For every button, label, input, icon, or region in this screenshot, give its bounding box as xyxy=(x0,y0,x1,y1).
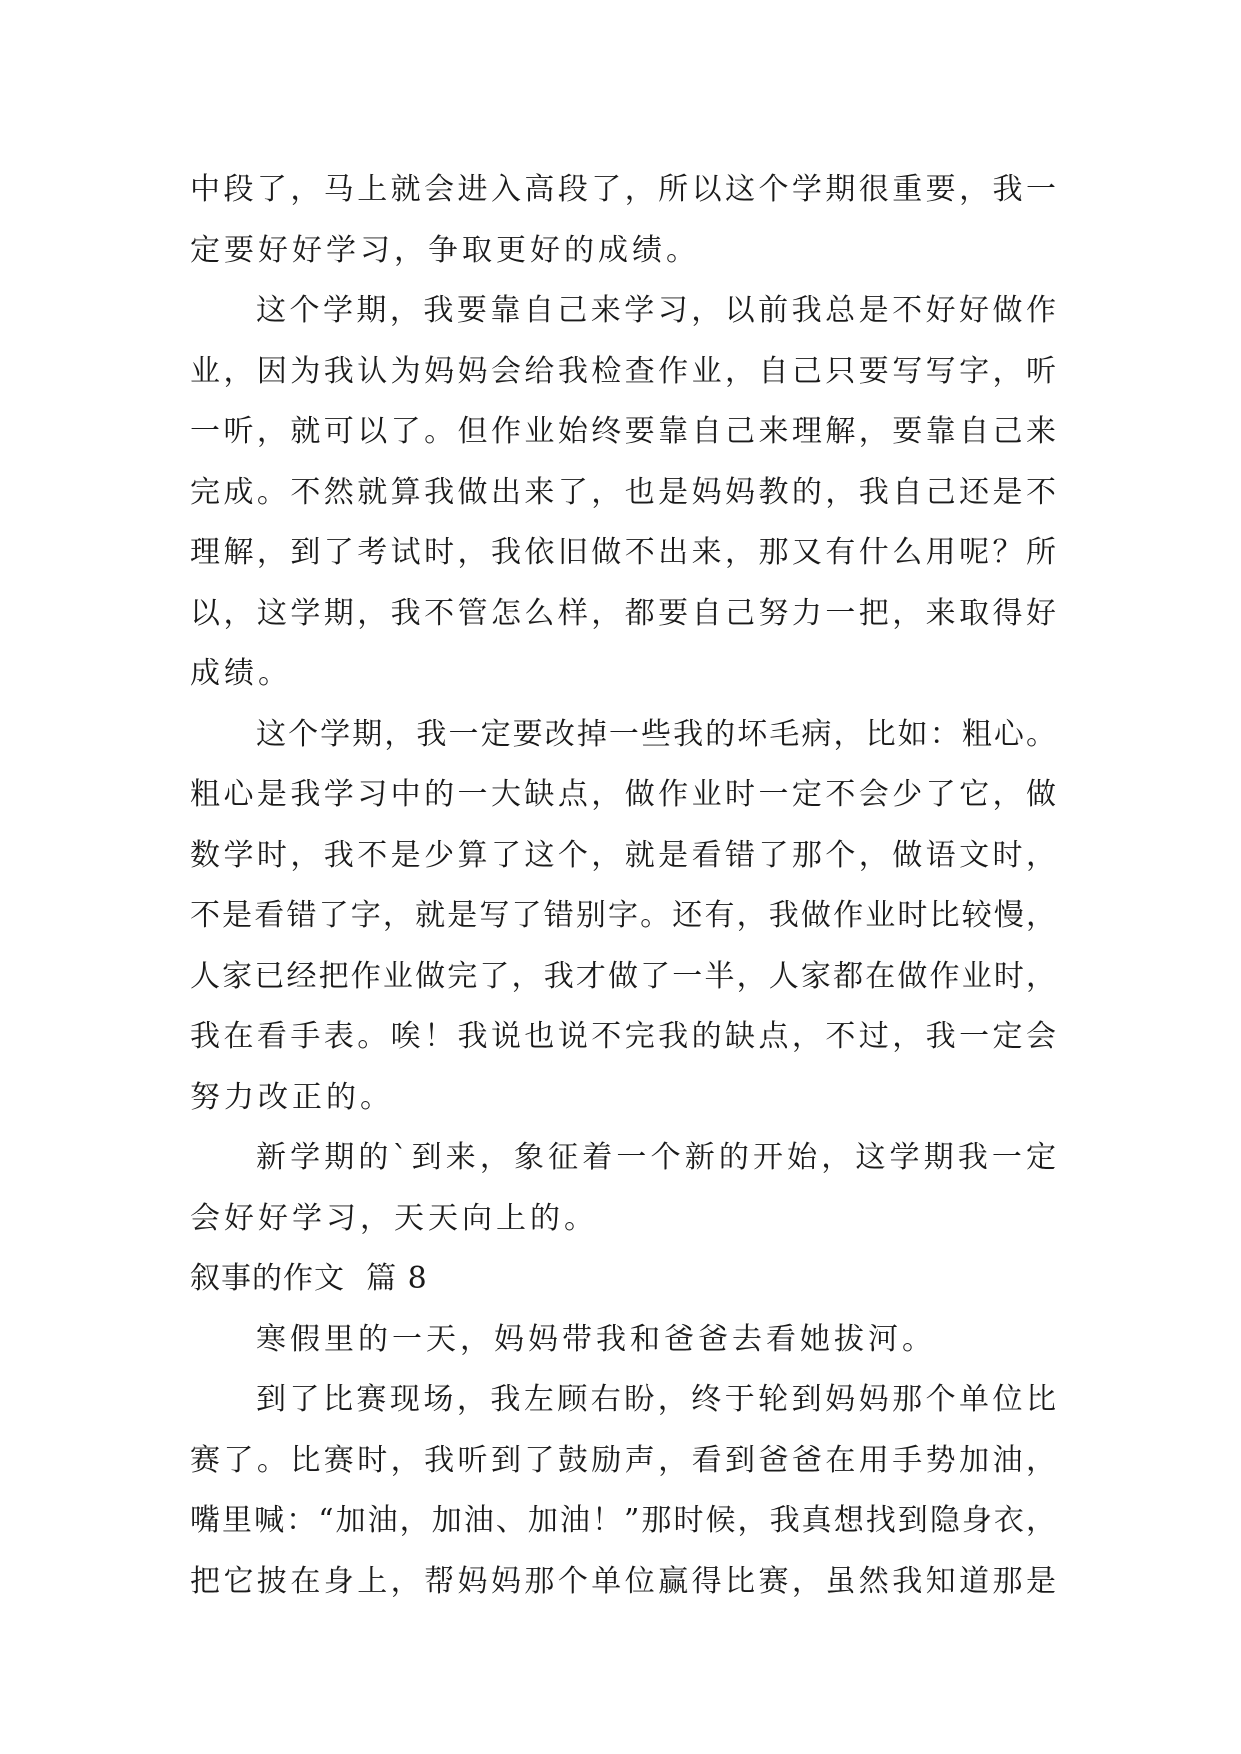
paragraph xyxy=(190,1310,1056,1371)
text-line: 成绩。 xyxy=(190,656,292,691)
text-line: 人家已经把作业做完了，我才做了一半，人家都在做作业时， xyxy=(190,958,1056,994)
document-page xyxy=(190,160,1056,1612)
heading-line: 叙事的作文 篇 8 xyxy=(190,1261,428,1296)
text-line: 不是看错了字，就是写了错别字。还有，我做作业时比较慢， xyxy=(190,898,1056,933)
paragraph xyxy=(190,705,1056,1129)
paragraph xyxy=(190,281,1056,705)
text-line: 这个学期，我一定要改掉一些我的坏毛病，比如：粗心。 xyxy=(256,716,1056,752)
paragraph xyxy=(190,160,1056,281)
text-line: 完成。不然就算我做出来了，也是妈妈教的，我自己还是不 xyxy=(190,474,1056,510)
text-line: 以，这学期，我不管怎么样，都要自己努力一把，来取得好 xyxy=(190,595,1056,631)
text-line: 嘴里喊：“加油，加油、加油！”那时候，我真想找到隐身衣， xyxy=(190,1503,1056,1538)
text-line: 赛了。比赛时，我听到了鼓励声，看到爸爸在用手势加油， xyxy=(190,1442,1056,1478)
text-line: 把它披在身上，帮妈妈那个单位赢得比赛，虽然我知道那是 xyxy=(190,1563,1056,1599)
paragraph xyxy=(190,1128,1056,1249)
text-line: 数学时，我不是少算了这个，就是看错了那个，做语文时， xyxy=(190,837,1056,873)
text-line: 中段了，马上就会进入高段了，所以这个学期很重要，我一 xyxy=(190,172,1056,207)
section-heading xyxy=(190,1249,1056,1310)
text-line: 定要好好学习，争取更好的成绩。 xyxy=(190,232,700,268)
text-line: 新学期的`到来，象征着一个新的开始，这学期我一定 xyxy=(256,1140,1056,1175)
text-line: 理解，到了考试时，我依旧做不出来，那又有什么用呢？所 xyxy=(190,535,1056,570)
text-line: 业，因为我认为妈妈会给我检查作业，自己只要写写字，听 xyxy=(190,353,1056,389)
text-line: 我在看手表。唉！我说也说不完我的缺点，不过，我一定会 xyxy=(190,1019,1056,1054)
paragraph xyxy=(190,1370,1056,1612)
text-line: 一听，就可以了。但作业始终要靠自己来理解，要靠自己来 xyxy=(190,414,1056,449)
text-line: 努力改正的。 xyxy=(190,1079,394,1115)
text-line: 会好好学习，天天向上的。 xyxy=(190,1200,598,1236)
text-line: 到了比赛现场，我左顾右盼，终于轮到妈妈那个单位比 xyxy=(256,1382,1056,1417)
text-line: 粗心是我学习中的一大缺点，做作业时一定不会少了它，做 xyxy=(190,777,1056,812)
text-line: 寒假里的一天，妈妈带我和爸爸去看她拔河。 xyxy=(256,1321,936,1357)
text-line: 这个学期，我要靠自己来学习，以前我总是不好好做作 xyxy=(256,293,1056,328)
